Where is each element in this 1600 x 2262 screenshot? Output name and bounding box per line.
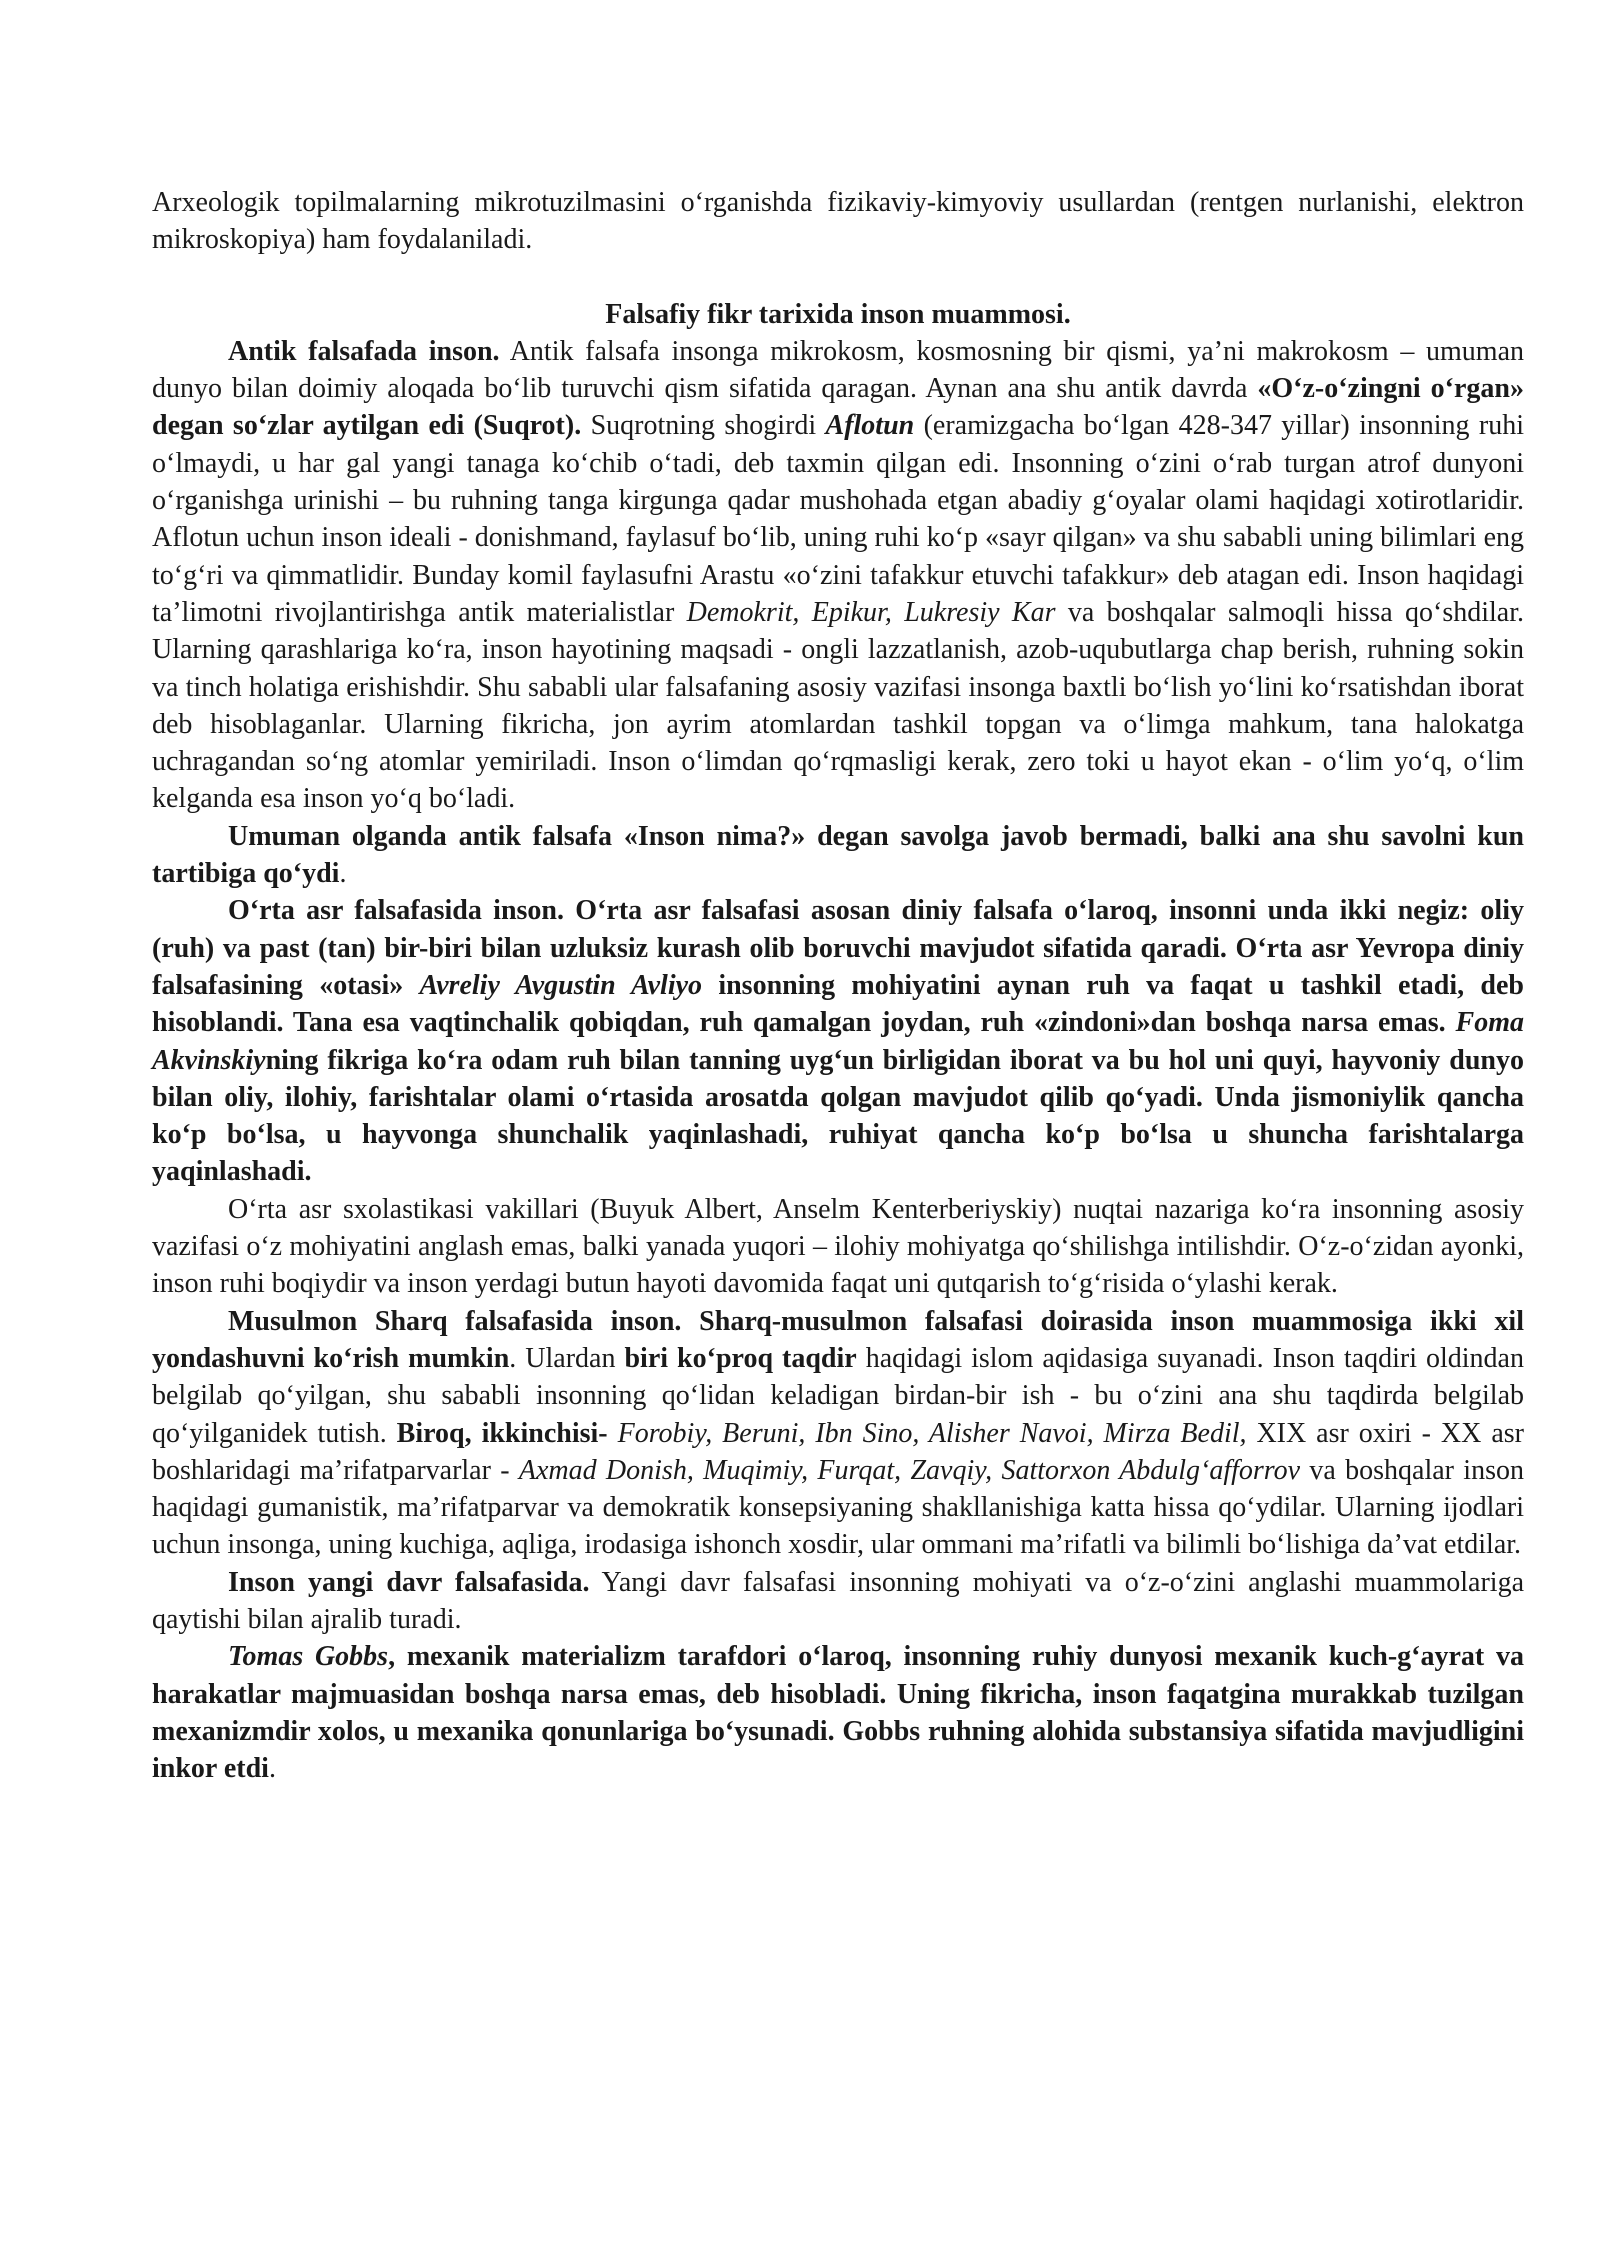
paragraph-orta-asr: Oʻrta asr falsafasida inson. Oʻrta asr falsafasi asosan diniy falsafa oʻlaroq, insonni unda ikki negiz: oliy (ruh) va past (tan) bir-biri bilan uzluksiz kurash olib boruvchi mavjudot sifatida qaradi. Oʻrta asr Yevropa diniy falsafasining «otasi» Avreliy Avgustin Avliyo insonning mohiyatini aynan ruh va faqat u tashkil etadi, deb hisoblandi. Tana esa vaqtinchalik qobiqdan, ruh qamalgan joydan, ruh «zindoni»dan boshqa narsa emas. Foma Akvinskiyning fikriga koʻra odam ruh bilan tanning uygʻun birligidan iborat va bu hol uni quyi, hayvoniy dunyo bilan oliy, ilohiy, farishtalar olami oʻrtasida arosatda qolgan mavjudot qilib qoʻyadi. Unda jismoniylik qancha koʻp boʻlsa, u hayvonga shunchalik yaqinlashadi, ruhiyat qancha koʻp boʻlsa u shuncha farishtalarga yaqinlashadi. [152,895,1524,1188]
paragraph-umuman: Umuman olganda antik falsafa «Inson nima?» degan savolga javob bermadi, balki ana shu savolni kun tartibiga qoʻydi. [152,820,1524,890]
document-page [152,184,1524,1787]
paragraph-sxolastika: Oʻrta asr sxolastikasi vakillari (Buyuk Albert, Anselm Kenterberiyskiy) nuqtai nazariga koʻra insonning asosiy vazifasi oʻz mohiyatini anglash emas, balki yanada yuqori – ilohiy mohiyatga qoʻshilishga intilishdir. Oʻz-oʻzidan ayonki, inson ruhi boqiydir va inson yerdagi butun hayoti davomida faqat uni qutqarish toʻgʻrisida oʻylashi kerak. [152,1193,1524,1300]
section-title: Falsafiy fikr tarixida inson muammosi. [605,298,1071,330]
intro-paragraph: Arxeologik topilmalarning mikrotuzilmasini oʻrganishda fizikaviy-kimyoviy usullardan (rentgen nurlanishi, elektron mikroskopiya) ham foydalaniladi. [152,187,1524,256]
paragraph-gobbs: Tomas Gobbs, mexanik materializm tarafdori oʻlaroq, insonning ruhiy dunyosi mexanik kuch-gʻayrat va harakatlar majmuasidan boshqa narsa emas, deb hisobladi. Uning fikricha, inson faqatgina murakkab tuzilgan mexanizmdir xolos, u mexanika qonunlariga boʻysunadi. Gobbs ruhning alohida substansiya sifatida mavjudligini inkor etdi. [152,1641,1524,1785]
subheading-antik: Antik falsafada inson. [228,335,500,367]
paragraph-yangi-davr: Inson yangi davr falsafasida. Yangi davr falsafasi insonning mohiyati va oʻz-oʻzini anglashi muammolariga qaytishi bilan ajralib turadi. [152,1566,1524,1635]
paragraph-antik: Antik falsafada inson. Antik falsafa insonga mikrokosm, kosmosning bir qismi, ya’ni makrokosm – umuman dunyo bilan doimiy aloqada boʻlib turuvchi qism sifatida qaragan. Aynan ana shu antik davrda «Oʻz-oʻzingni oʻrgan» degan soʻzlar aytilgan edi (Suqrot). Suqrotning shogirdi Aflotun (eramizgacha boʻlgan 428-347 yillar) insonning ruhi oʻlmaydi, u har gal yangi tanaga koʻchib oʻtadi, deb taxmin qilgan edi. Insonning oʻzini oʻrab turgan atrof dunyoni oʻrganishga urinishi – bu ruhning tanga kirgunga qadar mushohada etgan abadiy gʻoyalar olami haqidagi xotirotlaridir. Aflotun uchun inson ideali - donishmand, faylasuf boʻlib, uning ruhi koʻp «sayr qilgan» va shu sababli uning bilimlari eng toʻgʻri va qimmatlidir. Bunday komil faylasufni Arastu «oʻzini tafakkur etuvchi tafakkur» deb atagan edi. Inson haqidagi ta’limotni rivojlantirishga antik materialistlar Demokrit, Epikur, Lukresiy Kar va boshqalar salmoqli hissa qoʻshdilar. Ularning qarashlariga koʻra, inson hayotining maqsadi - ongli lazzatlanish, azob-uqubutlarga chap berish, ruhning sokin va tinch holatiga erishishdir. Shu sababli ular falsafaning asosiy vazifasi insonga baxtli boʻlish yoʻlini koʻrsatishdan iborat deb hisoblaganlar. Ularning fikricha, jon ayrim atomlardan tashkil topgan va oʻlimga mahkum, tana halokatga uchragandan soʻng atomlar yemiriladi. Inson oʻlimdan qoʻrqmasligi kerak, zero toki u hayot ekan - oʻlim yoʻq, oʻlim kelganda esa inson yoʻq boʻladi. [152,335,1525,815]
paragraph-musulmon: Musulmon Sharq falsafasida inson. Sharq-musulmon falsafasi doirasida inson muammosiga ikki xil yondashuvni koʻrish mumkin. Ulardan biri koʻproq taqdir haqidagi islom aqidasiga suyanadi. Inson taqdiri oldindan belgilab qoʻyilgan, shu sababli insonning qoʻlidan keladigan birdan-bir ish - bu oʻzini ana shu taqdirda belgilab qoʻyilganidek tutish. Biroq, ikkinchisi- Forobiy, Beruni, Ibn Sino, Alisher Navoi, Mirza Bedil, XIX asr oxiri - XX asr boshlaridagi ma’rifatparvarlar - Axmad Donish, Muqimiy, Furqat, Zavqiy, Sattorxon Abdulgʻafforrov va boshqalar inson haqidagi gumanistik, ma’rifatparvar va demokratik konsepsiyaning shakllanishiga katta hissa qoʻydilar. Ularning ijodlari uchun insonga, uning kuchiga, aqliga, irodasiga ishonch xosdir, ular ommani ma’rifatli va bilimli boʻlishiga da’vat etdilar. [152,1305,1524,1561]
